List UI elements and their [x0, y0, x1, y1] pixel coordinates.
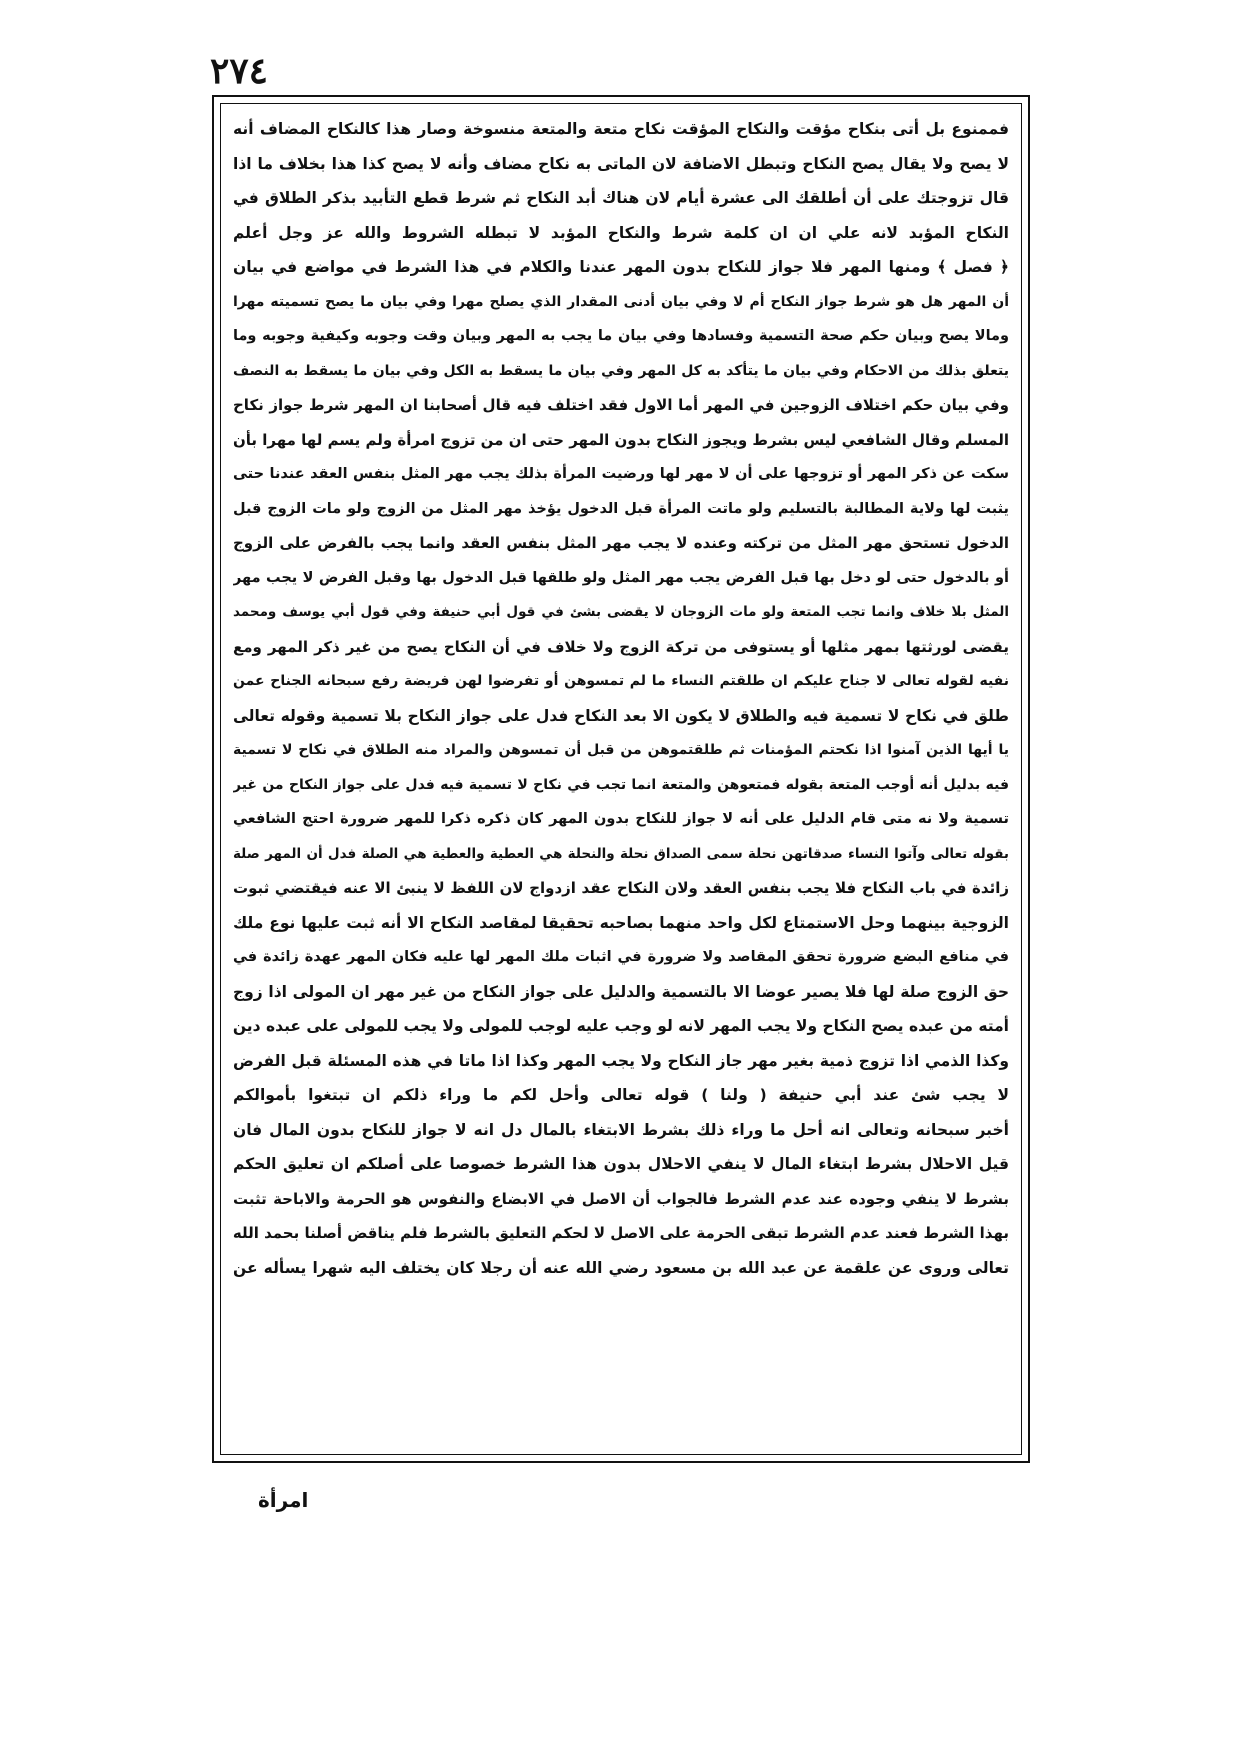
text-line: أن المهر هل هو شرط جواز النكاح أم لا وفي بيان أدنى المقدار الذي يصلح مهرا وفي بيان ما يصح تسميته مهرا — [233, 293, 1009, 310]
text-line: سكت عن ذكر المهر أو تزوجها على أن لا مهر لها ورضيت المرأة بذلك يجب مهر المثل بنفس العقد عندنا حتى — [233, 466, 1009, 482]
text-line: يقضى لورثتها بمهر مثلها أو يستوفى من تركة الزوج ولا خلاف في أن النكاح يصح من غير ذكر المهر ومع — [233, 637, 1009, 656]
text-line: فممنوع بل أتى بنكاح مؤقت والنكاح المؤقت نكاح متعة والمتعة منسوخة وصار هذا كالنكاح المضاف أنه — [233, 120, 1009, 138]
text-line: المثل بلا خلاف وانما تجب المتعة ولو مات الزوجان لا يقضى بشئ في قول أبي حنيفة وفي قول أبي يوسف ومحمد — [233, 604, 1009, 620]
page-number: ٢٧٤ — [210, 50, 269, 92]
text-line: ومالا يصح وبيان حكم صحة التسمية وفسادها وفي بيان ما يجب به المهر وبيان وقت وجوبه وكيفية وجوبه وما — [233, 328, 1009, 344]
text-line: الزوجية بينهما وحل الاستمتاع لكل واحد منهما بصاحبه تحقيقا لمقاصد النكاح الا أنه ثبت عليها نوع ملك — [233, 913, 1009, 932]
text-line: وفي بيان حكم اختلاف الزوجين في المهر أما الاول فقد اختلف فيه قال أصحابنا ان المهر شرط جواز نكاح — [233, 396, 1009, 414]
text-line: يا أيها الذين آمنوا اذا نكحتم المؤمنات ثم طلقتموهن من قبل أن تمسوهن والمراد منه الطلاق في نكاح لا تسمية — [233, 742, 1009, 758]
text-line: أو بالدخول حتى لو دخل بها قبل الفرض يجب مهر المثل ولو طلقها قبل الدخول بها وقبل الفرض لا يجب مهر — [233, 569, 1009, 586]
text-line: لا يجب شئ عند أبي حنيفة ( ولنا ) قوله تعالى وأحل لكم ما وراء ذلكم ان تبتغوا بأموالكم — [233, 1086, 1009, 1104]
text-line: وكذا الذمي اذا تزوج ذمية بغير مهر جاز النكاح ولا يجب المهر وكذا اذا ماتا في هذه المسئلة قبل الفرض — [233, 1051, 1009, 1070]
text-line: المسلم وقال الشافعي ليس بشرط ويجوز النكاح بدون المهر حتى ان من تزوج امرأة ولم يسم لها مهرا بأن — [233, 430, 1009, 449]
text-line: نفيه لقوله تعالى لا جناح عليكم ان طلقتم النساء ما لم تمسوهن أو تفرضوا لهن فريضة رفع سبحانه الجناح عمن — [233, 673, 1009, 689]
text-line: بقوله تعالى وآتوا النساء صدقاتهن نحلة سمى الصداق نحلة والنحلة هي العطية والعطية هي الصلة فدل أن المهر صلة — [233, 845, 1009, 862]
text-line: بهذا الشرط فعند عدم الشرط تبقى الحرمة على الاصل لا لحكم التعليق بالشرط فلم يناقض أصلنا بحمد الله — [233, 1224, 1009, 1242]
text-line: بشرط لا ينفي وجوده عند عدم الشرط فالجواب أن الاصل في الابضاع والنفوس هو الحرمة والاباحة تثبت — [233, 1189, 1009, 1208]
text-line: لا يصح ولا يقال يصح النكاح وتبطل الاضافة لان الماتى به نكاح مضاف وأنه لا يصح كذا هذا بخلاف ما اذا — [233, 154, 1009, 173]
text-line: أمته من عبده يصح النكاح ولا يجب المهر لانه لو وجب عليه لوجب للمولى ولا يجب للمولى على عبده دين — [233, 1017, 1009, 1035]
text-line: زائدة في باب النكاح فلا يجب بنفس العقد ولان النكاح عقد ازدواج لان اللفظ لا ينبئ الا عنه فيقتضي ثبوت — [233, 879, 1009, 897]
text-line: حق الزوج صلة لها فلا يصير عوضا الا بالتسمية والدليل على جواز النكاح من غير مهر ان المولى اذا زوج — [233, 982, 1009, 1001]
body-text — [233, 112, 1009, 1446]
catchword: امرأة — [258, 1488, 309, 1512]
text-line: قيل الاحلال بشرط ابتغاء المال لا ينفي الاحلال بدون هذا الشرط خصوصا على أصلكم ان تعليق الحكم — [233, 1155, 1009, 1173]
text-line: تعالى وروى عن علقمة عن عبد الله بن مسعود رضي الله عنه أن رجلا كان يختلف اليه شهرا يسأله عن — [233, 1258, 1009, 1277]
text-line: في منافع البضع ضرورة تحقق المقاصد ولا ضرورة في اثبات ملك المهر لها عليه فكان المهر عهدة زائدة في — [233, 949, 1009, 965]
text-frame — [212, 95, 1030, 1463]
text-line: يثبت لها ولاية المطالبة بالتسليم ولو ماتت المرأة قبل الدخول يؤخذ مهر المثل من الزوج ولو مات الزوج قبل — [233, 500, 1009, 517]
text-line: فيه بدليل أنه أوجب المتعة بقوله فمتعوهن والمتعة انما تجب في نكاح لا تسمية فيه فدل على جواز النكاح من غير — [233, 776, 1009, 793]
text-frame-inner — [220, 103, 1022, 1455]
text-line: النكاح المؤبد لانه علي ان ان كلمة شرط والنكاح المؤبد لا تبطله الشروط والله عز وجل أعلم — [233, 223, 1009, 242]
text-line: ﴿ فصل ﴾ ومنها المهر فلا جواز للنكاح بدون المهر عندنا والكلام في هذا الشرط في مواضع في بيان — [233, 258, 1009, 276]
text-line: يتعلق بذلك من الاحكام وفي بيان ما يتأكد به كل المهر وفي بيان ما يسقط به الكل وفي بيان ما يسقط به النصف — [233, 362, 1009, 379]
text-line: قال تزوجتك على أن أطلقك الى عشرة أيام لان هناك أبد النكاح ثم شرط قطع التأبيد بذكر الطلاق في — [233, 189, 1009, 207]
text-line: تسمية ولا نه متى قام الدليل على أنه لا جواز للنكاح بدون المهر كان ذكره ذكرا للمهر ضرورة احتج الشافعي — [233, 811, 1009, 827]
text-line: الدخول تستحق مهر المثل من تركته وعنده لا يجب مهر المثل بنفس العقد وانما يجب بالفرض على الزوج — [233, 534, 1009, 552]
text-line: أخبر سبحانه وتعالى انه أحل ما وراء ذلك بشرط الابتغاء بالمال دل انه لا جواز للنكاح بدون المال فان — [233, 1120, 1009, 1139]
text-line: طلق في نكاح لا تسمية فيه والطلاق لا يكون الا بعد النكاح فدل على جواز النكاح بلا تسمية وقوله تعالى — [233, 706, 1009, 725]
